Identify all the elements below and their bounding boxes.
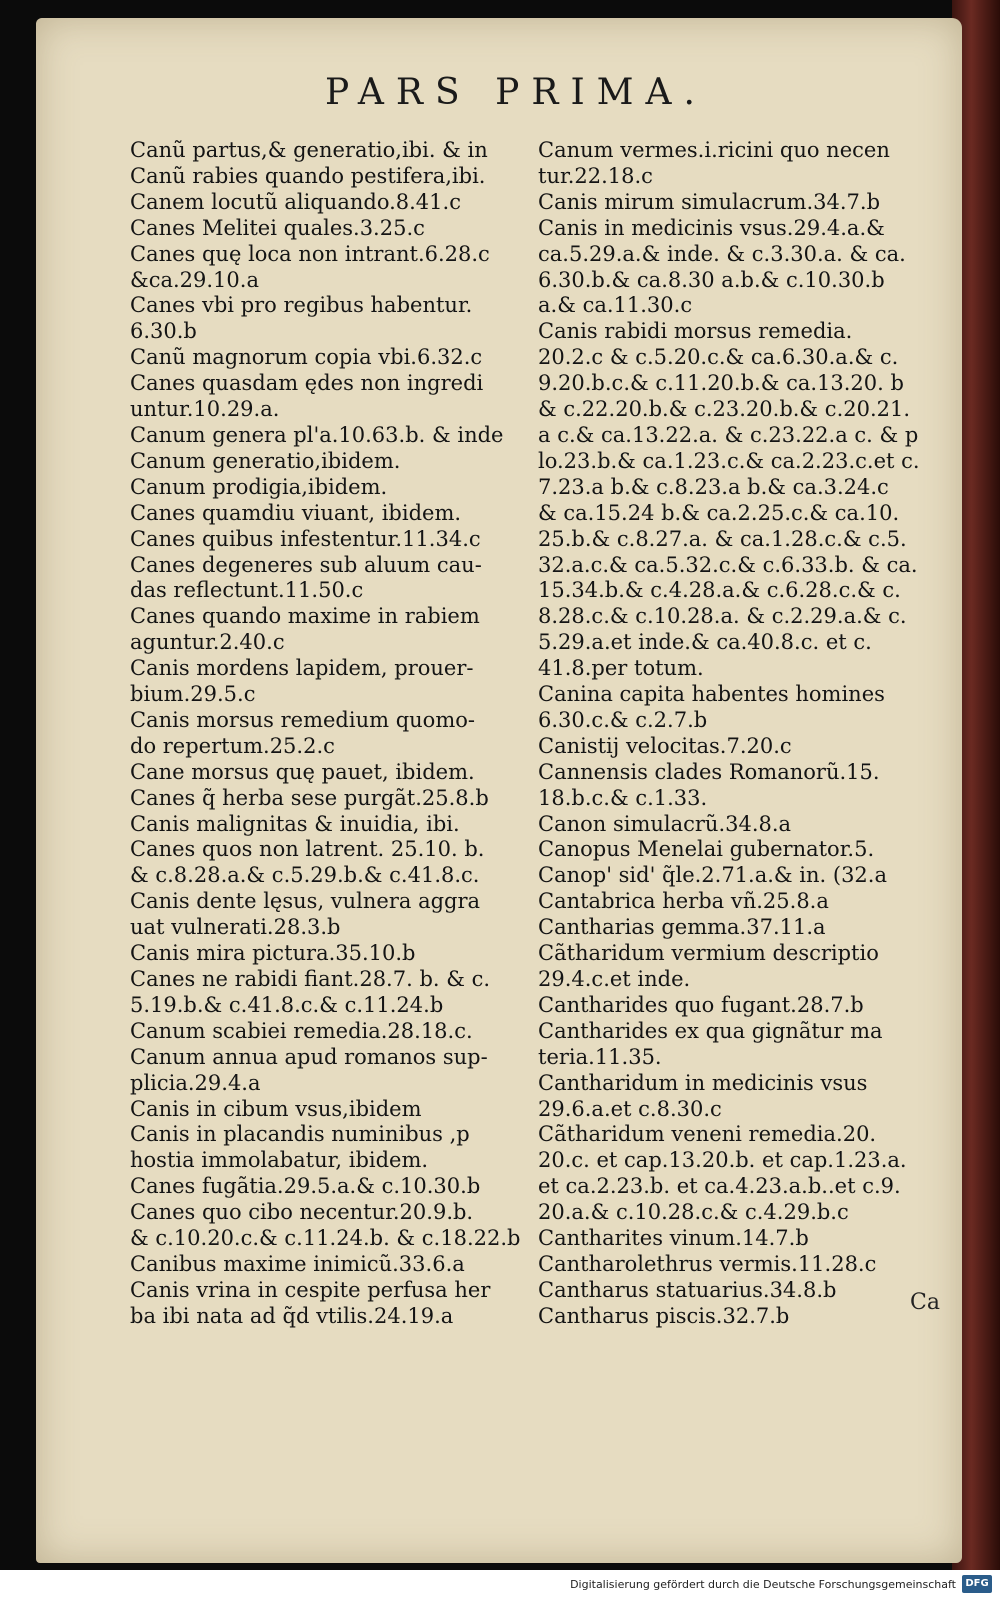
- index-line: Canes quasdam ędes non ingredi: [130, 371, 484, 396]
- index-line: Canis vrina in cespite perfusa her: [130, 1277, 491, 1302]
- index-line: hostia immolabatur, ibidem.: [130, 1148, 429, 1173]
- index-line: bium.29.5.c: [130, 682, 256, 707]
- index-line: aguntur.2.40.c: [130, 630, 285, 655]
- index-line: 5.29.a.et inde.& ca.40.8.c. et c.: [538, 630, 872, 655]
- index-line: 6.30.b: [130, 319, 197, 344]
- index-line: Cannensis clades Romanorũ.15.: [538, 759, 880, 784]
- index-line: 29.6.a.et c.8.30.c: [538, 1096, 722, 1121]
- index-column-right: [538, 138, 938, 1330]
- index-line: Canis dente lęsus, vulnera aggra: [130, 889, 481, 914]
- index-line: uat vulnerati.28.3.b: [130, 915, 341, 940]
- index-line: Canum vermes.i.ricini quo necen: [538, 138, 890, 162]
- index-line: Canes quamdiu viuant, ibidem.: [130, 500, 462, 525]
- index-line: 29.4.c.et inde.: [538, 967, 691, 991]
- index-line: Cantharites vinum.14.7.b: [538, 1226, 809, 1251]
- index-line: a.& ca.11.30.c: [538, 293, 693, 318]
- index-line: Canina capita habentes homines: [538, 682, 885, 707]
- index-line: Canũ rabies quando pestifera,ibi.: [130, 163, 486, 188]
- index-line: 20.2.c & c.5.20.c.& ca.6.30.a.& c.: [538, 345, 899, 370]
- index-line: Cantharias gemma.37.11.a: [538, 915, 826, 940]
- index-line: Canes quibus infestentur.11.34.c: [130, 526, 481, 551]
- index-line: tur.22.18.c: [538, 163, 653, 188]
- index-line: ba ibi nata ad q̃d vtilis.24.19.a: [130, 1303, 454, 1328]
- index-column-left: [130, 138, 538, 1330]
- index-line: 15.34.b.& c.4.28.a.& c.6.28.c.& c.: [538, 578, 901, 603]
- index-line: Cantharus piscis.32.7.b: [538, 1303, 790, 1328]
- catchword: Ca: [910, 1290, 940, 1315]
- index-line: 20.a.& c.10.28.c.& c.4.29.b.c: [538, 1200, 849, 1225]
- index-line: 8.28.c.& c.10.28.a. & c.2.29.a.& c.: [538, 604, 907, 629]
- index-line: 6.30.c.& c.2.7.b: [538, 707, 708, 732]
- index-line: Canes degeneres sub aluum cau-: [130, 552, 482, 577]
- index-line: Canis malignitas & inuidia, ibi.: [130, 811, 460, 836]
- index-line: Canum scabiei remedia.28.18.c.: [130, 1018, 473, 1043]
- index-line: untur.10.29.a.: [130, 397, 280, 422]
- index-line: Canop' sid' q̃le.2.71.a.& in. (32.a: [538, 863, 887, 888]
- index-line: & c.22.20.b.& c.23.20.b.& c.20.21.: [538, 397, 911, 422]
- index-line: Canem locutũ aliquando.8.41.c: [130, 189, 461, 214]
- index-line: Canopus Menelai gubernator.5.: [538, 837, 875, 862]
- index-line: do repertum.25.2.c: [130, 733, 335, 758]
- index-line: Canes quando maxime in rabiem: [130, 604, 480, 629]
- index-line: Cantharolethrus vermis.11.28.c: [538, 1251, 877, 1276]
- dfg-logo: DFG: [962, 1575, 992, 1593]
- index-line: Canis in cibum vsus,ibidem: [130, 1096, 422, 1121]
- index-line: das reflectunt.11.50.c: [130, 578, 364, 603]
- index-line: lo.23.b.& ca.1.23.c.& ca.2.23.c.et c.: [538, 448, 920, 473]
- index-line: Canes q̃ herba sese purgãt.25.8.b: [130, 785, 489, 810]
- index-line: Cantharides quo fugant.28.7.b: [538, 992, 864, 1017]
- index-line: Cantharus statuarius.34.8.b: [538, 1277, 837, 1302]
- index-line: Canes quos non latrent. 25.10. b.: [130, 837, 485, 862]
- index-line: & c.10.20.c.& c.11.24.b. & c.18.22.b: [130, 1226, 521, 1251]
- index-line: et ca.2.23.b. et ca.4.23.a.b..et c.9.: [538, 1174, 901, 1199]
- index-line: 20.c. et cap.13.20.b. et cap.1.23.a.: [538, 1148, 907, 1173]
- index-line: Canis mordens lapidem, prouer-: [130, 656, 474, 681]
- index-line: a c.& ca.13.22.a. & c.23.22.a c. & p: [538, 422, 919, 447]
- footer-credit: Digitalisierung gefördert durch die Deutsche Forschungsgemeinschaft: [570, 1578, 956, 1591]
- index-line: & c.8.28.a.& c.5.29.b.& c.41.8.c.: [130, 863, 480, 888]
- index-line: plicia.29.4.a: [130, 1070, 261, 1095]
- index-line: Cãtharidum vermium descriptio: [538, 941, 879, 966]
- index-line: Cãtharidum veneni remedia.20.: [538, 1122, 877, 1147]
- index-line: Canes vbi pro regibus habentur.: [130, 293, 473, 318]
- index-line: 6.30.b.& ca.8.30 a.b.& c.10.30.b: [538, 267, 885, 292]
- index-line: ca.5.29.a.& inde. & c.3.30.a. & ca.: [538, 241, 906, 266]
- index-line: Canũ magnorum copia vbi.6.32.c: [130, 345, 483, 370]
- index-line: Canis rabidi morsus remedia.: [538, 319, 853, 344]
- index-line: 9.20.b.c.& c.11.20.b.& ca.13.20. b: [538, 371, 904, 396]
- index-line: Canes quo cibo necentur.20.9.b.: [130, 1200, 474, 1225]
- index-line: Cantharidum in medicinis vsus: [538, 1070, 868, 1095]
- index-line: Canibus maxime inimicũ.33.6.a: [130, 1251, 465, 1276]
- index-line: Canis mirum simulacrum.34.7.b: [538, 189, 881, 214]
- index-line: Canum genera pl'a.10.63.b. & inde: [130, 422, 504, 447]
- index-line: Canis mira pictura.35.10.b: [130, 941, 416, 966]
- index-line: Canis morsus remedium quomo-: [130, 707, 475, 732]
- index-line: 32.a.c.& ca.5.32.c.& c.6.33.b. & ca.: [538, 552, 918, 577]
- index-line: & ca.15.24 b.& ca.2.25.c.& ca.10.: [538, 500, 900, 525]
- index-line: Canon simulacrũ.34.8.a: [538, 811, 792, 836]
- index-line: Canum generatio,ibidem.: [130, 448, 401, 473]
- index-line: teria.11.35.: [538, 1044, 662, 1069]
- index-line: Canis in medicinis vsus.29.4.a.&: [538, 215, 885, 240]
- running-head: PARS PRIMA.: [325, 72, 707, 113]
- index-line: &ca.29.10.a: [130, 267, 259, 292]
- index-line: Canes fugãtia.29.5.a.& c.10.30.b: [130, 1174, 481, 1199]
- index-line: Canum prodigia,ibidem.: [130, 474, 388, 499]
- index-line: Canes Melitei quales.3.25.c: [130, 215, 425, 240]
- index-line: Canes ne rabidi fiant.28.7. b. & c.: [130, 967, 491, 991]
- index-line: Cantharides ex qua gignãtur ma: [538, 1018, 883, 1043]
- index-line: Canis in placandis numinibus ,p: [130, 1122, 470, 1147]
- index-line: Canes quę loca non intrant.6.28.c: [130, 241, 490, 266]
- index-line: Cantabrica herba vñ.25.8.a: [538, 889, 829, 914]
- index-line: 7.23.a b.& c.8.23.a b.& ca.3.24.c: [538, 474, 889, 499]
- index-line: Canum annua apud romanos sup-: [130, 1044, 488, 1069]
- index-line: 25.b.& c.8.27.a. & ca.1.28.c.& c.5.: [538, 526, 907, 551]
- index-line: 5.19.b.& c.41.8.c.& c.11.24.b: [130, 992, 444, 1017]
- index-line: 18.b.c.& c.1.33.: [538, 785, 708, 810]
- index-line: Canũ partus,& generatio,ibi. & in: [130, 138, 488, 162]
- index-line: 41.8.per totum.: [538, 656, 704, 681]
- index-line: Canistij velocitas.7.20.c: [538, 733, 792, 758]
- index-line: Cane morsus quę pauet, ibidem.: [130, 759, 475, 784]
